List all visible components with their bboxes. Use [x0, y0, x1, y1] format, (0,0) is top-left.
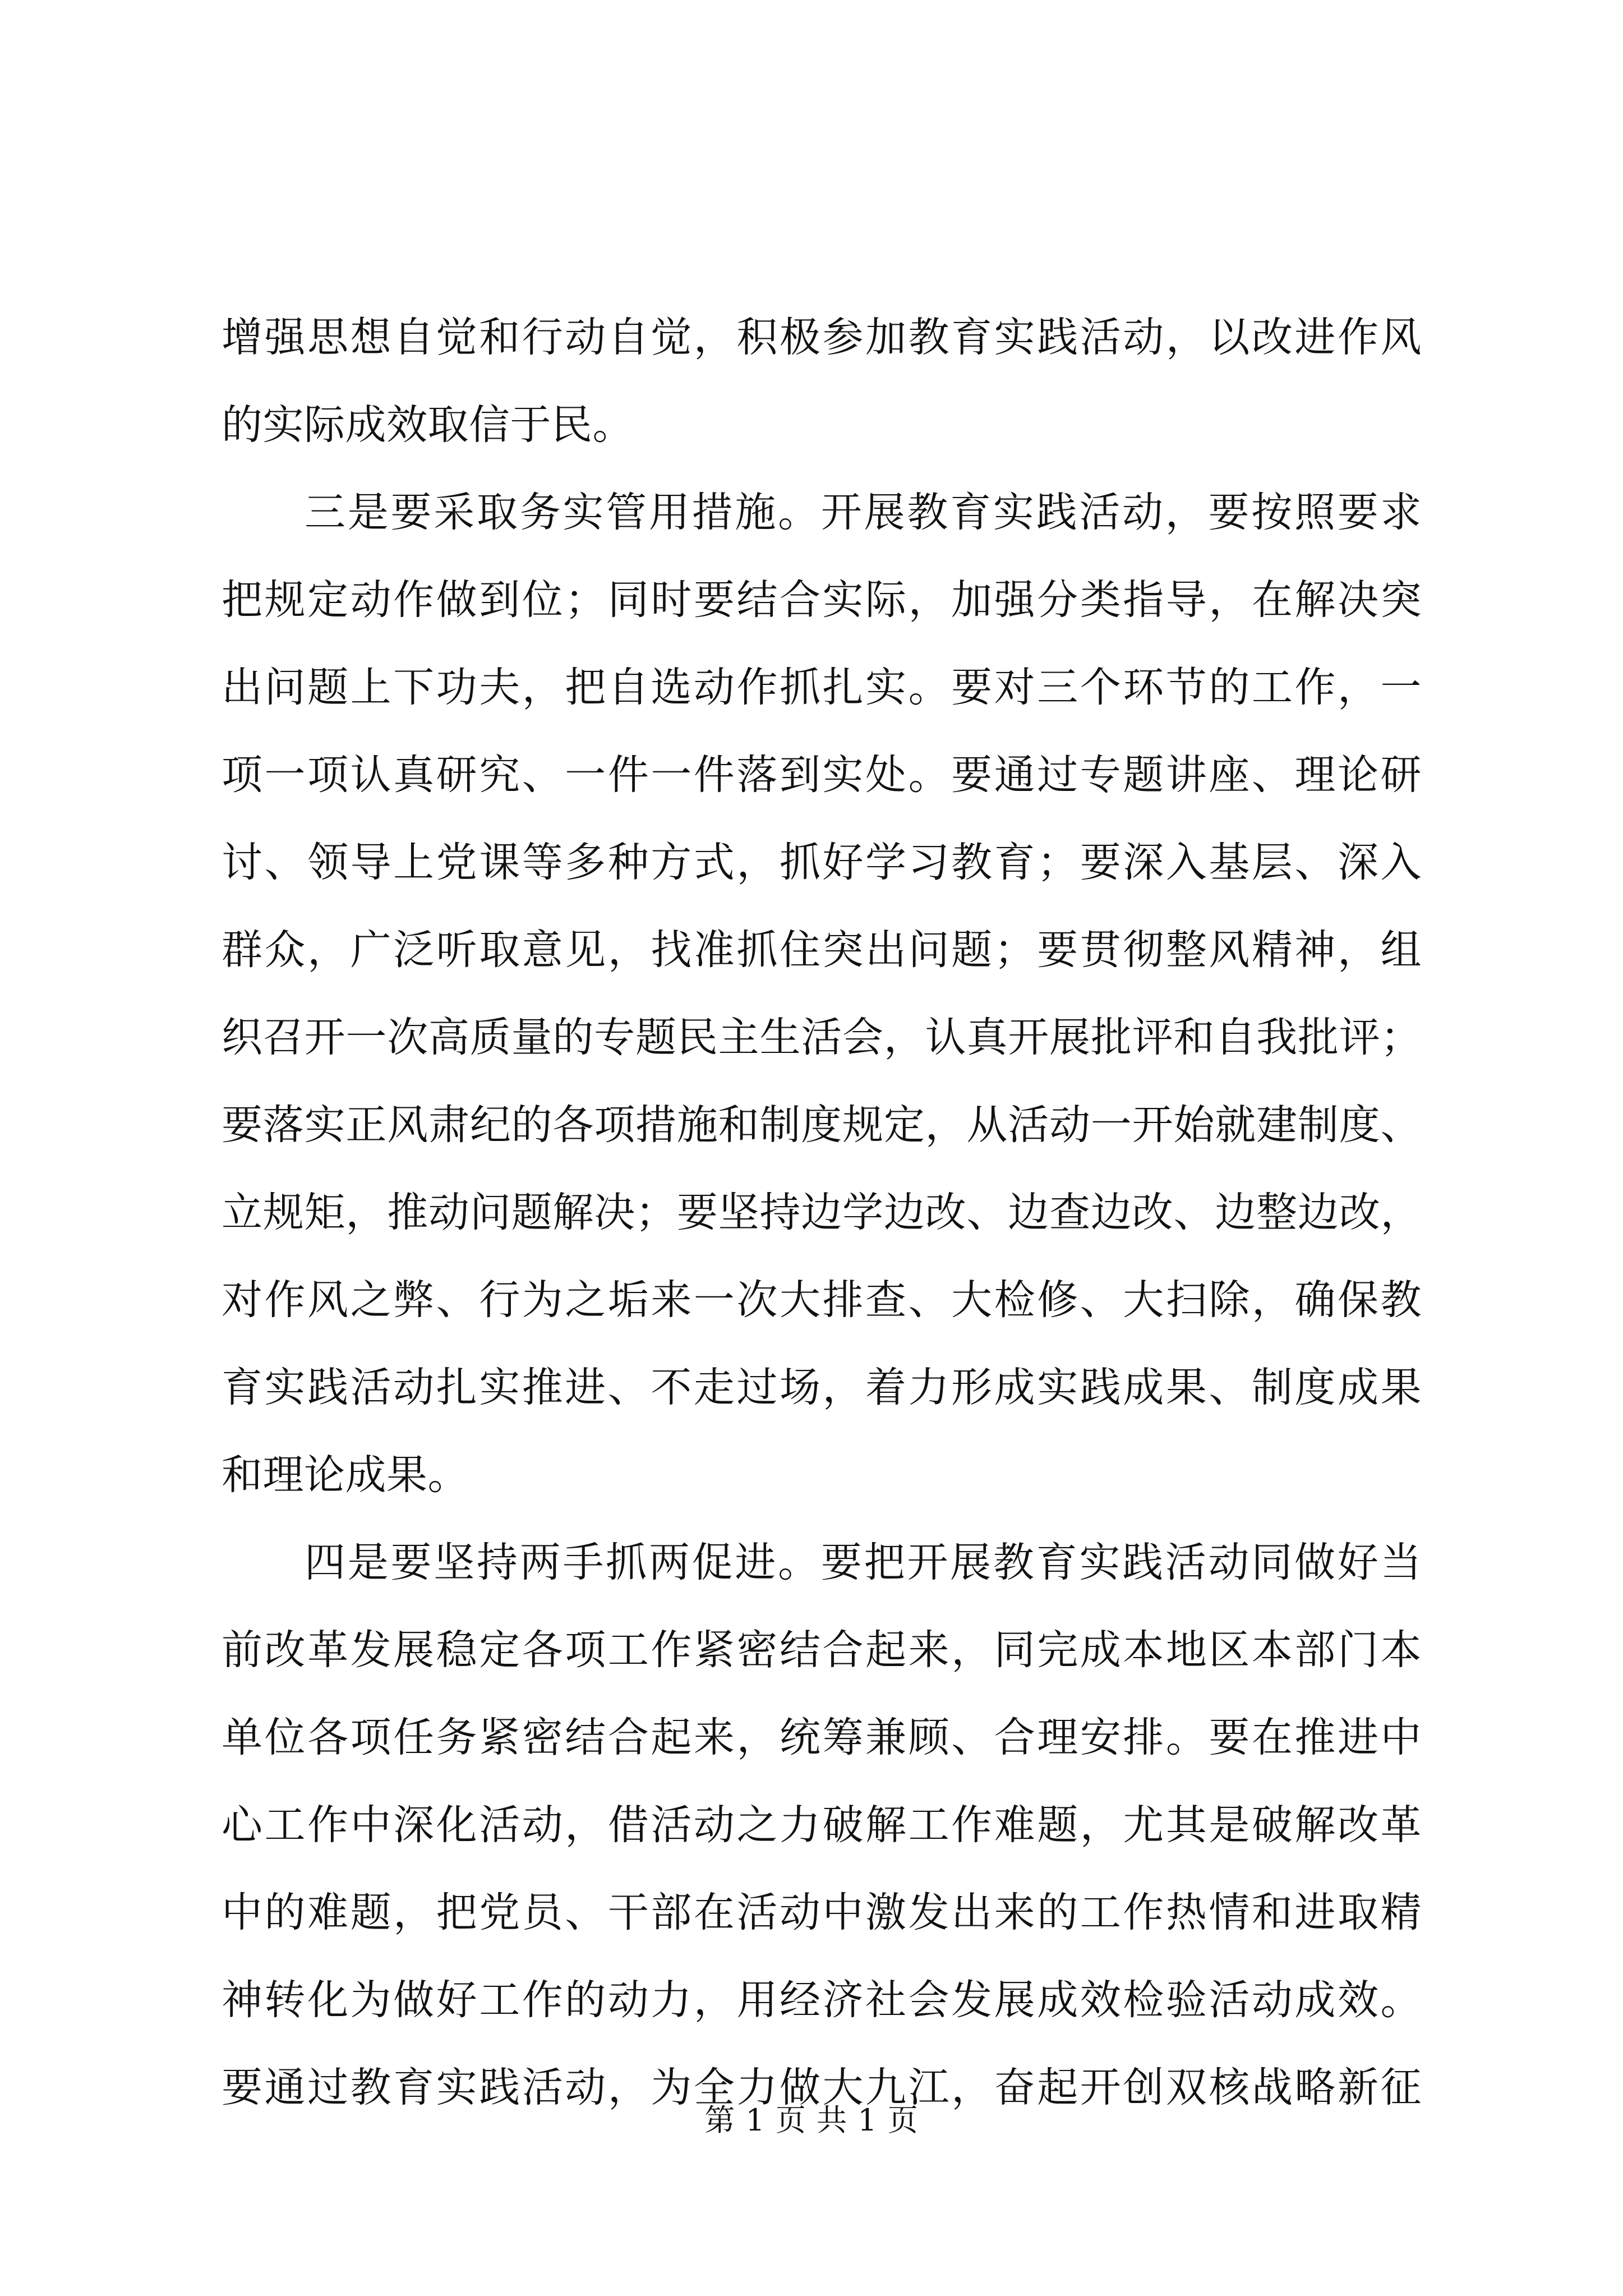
text-line: 立规矩，推动问题解决；要坚持边学边改、边查边改、边整边改，: [222, 1189, 1422, 1236]
text-line: 把规定动作做到位；同时要结合实际，加强分类指导，在解决突: [222, 576, 1422, 624]
text-line: 讨、领导上党课等多种方式，抓好学习教育；要深入基层、深入: [222, 839, 1422, 886]
text-line: 要落实正风肃纪的各项措施和制度规定，从活动一开始就建制度、: [222, 1101, 1422, 1149]
document-body: [222, 294, 1422, 2132]
text-line: 对作风之弊、行为之垢来一次大排查、大检修、大扫除，确保教: [222, 1276, 1422, 1324]
text-line: 群众，广泛听取意见，找准抓住突出问题；要贯彻整风精神，组: [222, 926, 1422, 974]
text-line: 单位各项任务紧密结合起来，统筹兼顾、合理安排。要在推进中: [222, 1714, 1422, 1761]
text-line: 的实际成效取信于民。: [222, 401, 634, 449]
page-number-label: 第 1 页 共 1 页: [704, 2102, 919, 2138]
text-line: 心工作中深化活动，借活动之力破解工作难题，尤其是破解改革: [222, 1801, 1422, 1849]
text-line: 育实践活动扎实推进、不走过场，着力形成实践成果、制度成果: [222, 1364, 1422, 1411]
text-line: 增强思想自觉和行动自觉，积极参加教育实践活动，以改进作风: [222, 314, 1422, 361]
text-line: 项一项认真研究、一件一件落到实处。要通过专题讲座、理论研: [222, 751, 1422, 799]
text-line: 和理论成果。: [222, 1451, 469, 1499]
text-line: 出问题上下功夫，把自选动作抓扎实。要对三个环节的工作，一: [222, 664, 1422, 711]
text-line: 神转化为做好工作的动力，用经济社会发展成效检验活动成效。: [222, 1976, 1422, 2024]
page-footer: [0, 2101, 1623, 2140]
paragraph-start-line: 四是要坚持两手抓两促进。要把开展教育实践活动同做好当: [305, 1539, 1422, 1586]
text-line: 前改革发展稳定各项工作紧密结合起来，同完成本地区本部门本: [222, 1626, 1422, 1674]
text-line: 织召开一次高质量的专题民主生活会，认真开展批评和自我批评；: [222, 1014, 1422, 1061]
text-line: 中的难题，把党员、干部在活动中激发出来的工作热情和进取精: [222, 1889, 1422, 1936]
text-line: 要通过教育实践活动，为全力做大九江，奋起开创双核战略新征: [222, 2064, 1422, 2111]
paragraph-start-line: 三是要采取务实管用措施。开展教育实践活动，要按照要求: [305, 489, 1422, 536]
